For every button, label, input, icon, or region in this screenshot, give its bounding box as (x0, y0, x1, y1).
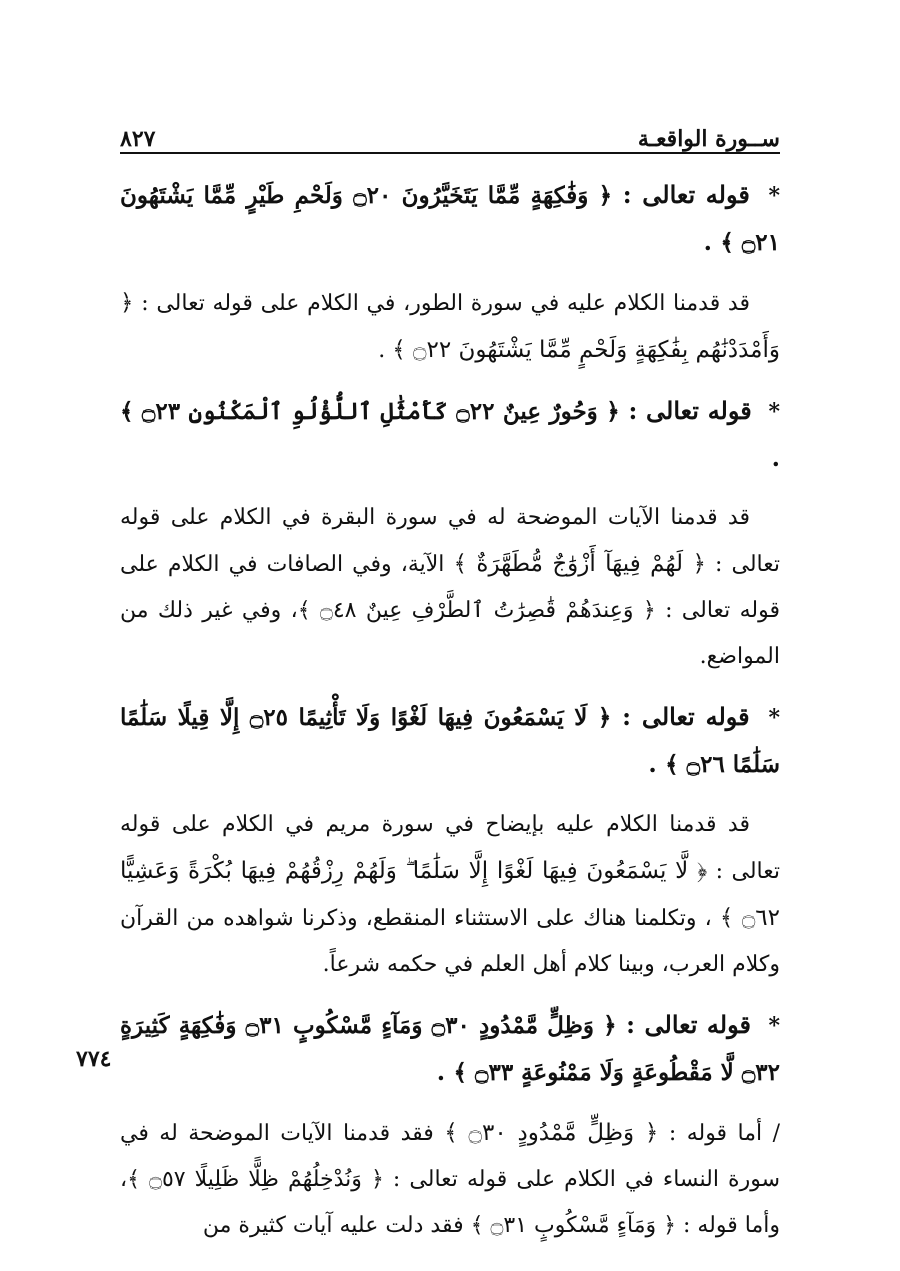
page-header (120, 112, 780, 152)
star-marker: * (768, 183, 781, 209)
surah-title: ســورة الواقعـة (637, 126, 780, 152)
heading-lead: قوله تعالى : (628, 396, 752, 425)
page-number: ٨٢٧ (120, 126, 156, 152)
commentary-paragraph (120, 802, 780, 988)
paragraph-tail: فقد قدمنا الآيات الموضحة له في سورة النساء في الكلام على قوله تعالى : ﴿ وَنُدْخِلُهُمْ ظِلًّا ظَلِيلًا ۝٥٧ ﴾، وأما قوله : ﴿ وَمَآءٍ مَّسْكُوبٍ ۝٣١ ﴾ فقد دلت عليه آيات كثيرة من (120, 1121, 780, 1238)
paragraph-lead: قد قدمنا الكلام عليه بإيضاح في سورة مريم في الكلام على قوله تعالى : (120, 812, 780, 884)
heading-tail: . (436, 1057, 446, 1086)
heading-tail: . (771, 443, 780, 472)
verse-heading (120, 1002, 780, 1096)
header-rule (120, 152, 780, 154)
heading-lead: قوله تعالى : (622, 702, 750, 731)
quran-quote: ﴿ وَظِلٍّ مَّمْدُودٍ ۝٣٠ ﴾ (444, 1120, 659, 1146)
margin-page-reference: ٧٧٤ (76, 1046, 112, 1072)
quran-quote: ﴿ وَأَمْدَدْنَٰهُم بِفَٰكِهَةٍ وَلَحْمٍ مِّمَّا يَشْتَهُونَ ۝٢٢ ﴾ (120, 290, 780, 363)
star-marker: * (768, 705, 780, 731)
verse-heading (120, 388, 780, 481)
star-marker: * (768, 399, 781, 425)
heading-tail: . (648, 749, 657, 778)
commentary-paragraph (120, 280, 780, 374)
paragraph-tail: الآية، وفي الصافات في الكلام على قوله تعالى : ﴿ وَعِندَهُمْ قَٰصِرَٰتُ ٱلطَّرْفِ عِينٌ ۝٤٨ ﴾، وفي غير ذلك من المواضع. (120, 552, 780, 669)
quran-quote: ﴿ وَحُورٌ عِينٌ ۝٢٢ كَأَمْثَٰلِ ٱللُّؤْلُوِ ٱلْمَكْنُونِ ۝٢٣ ﴾ (120, 398, 620, 425)
paragraph-lead: / أما قوله : (668, 1121, 780, 1146)
commentary-paragraph (120, 1110, 780, 1249)
quran-quote: ﴿ لَهُمْ فِيهَآ أَزْوَٰجٌ مُّطَهَّرَةٌ ﴾ (453, 551, 706, 577)
quran-quote: ﴿ وَفَٰكِهَةٍ مِّمَّا يَتَخَيَّرُونَ ۝٢٠ وَلَحْمِ طَيْرٍ مِّمَّا يَشْتَهُونَ ۝٢١ ﴾ (120, 182, 780, 256)
paragraph-lead: قد قدمنا الآيات الموضحة له في سورة البقرة في الكلام على قوله تعالى : (120, 505, 780, 577)
heading-tail: . (703, 227, 712, 256)
verse-heading (120, 172, 780, 266)
paragraph-tail: ، وتكلمنا هناك على الاستثناء المنقطع، وذكرنا شواهده من القرآن وكلام العرب، وبينا كلام أهل العلم في حكمه شرعاً. (120, 906, 780, 977)
heading-lead: قوله تعالى : (626, 1010, 751, 1039)
verse-heading (120, 694, 780, 788)
commentary-paragraph (120, 495, 780, 680)
paragraph-tail: . (378, 338, 386, 363)
paragraph-lead: قد قدمنا الكلام عليه في سورة الطور، في الكلام على قوله تعالى : (141, 291, 750, 316)
quran-quote: ﴿ لَّا يَسْمَعُونَ فِيهَا لَغْوًا إِلَّا سَلَٰمًا ۖ وَلَهُمْ رِزْقُهُمْ فِيهَا بُكْرَةً وَعَشِيًّا ۝٦٢ ﴾ (120, 858, 780, 931)
quran-quote: ﴿ لَا يَسْمَعُونَ فِيهَا لَغْوًا وَلَا تَأْثِيمًا ۝٢٥ إِلَّا قِيلًا سَلَٰمًا سَلَٰمًا ۝٢٦ ﴾ (120, 704, 780, 778)
quran-quote: ﴿ وَظِلٍّ مَّمْدُودٍ ۝٣٠ وَمَآءٍ مَّسْكُوبٍ ۝٣١ وَفَٰكِهَةٍ كَثِيرَةٍ ۝٣٢ لَّا مَقْطُوعَةٍ وَلَا مَمْنُوعَةٍ ۝٣٣ ﴾ (120, 1012, 780, 1086)
star-marker: * (768, 1013, 780, 1039)
heading-lead: قوله تعالى : (622, 180, 750, 209)
page-body (120, 172, 780, 1263)
